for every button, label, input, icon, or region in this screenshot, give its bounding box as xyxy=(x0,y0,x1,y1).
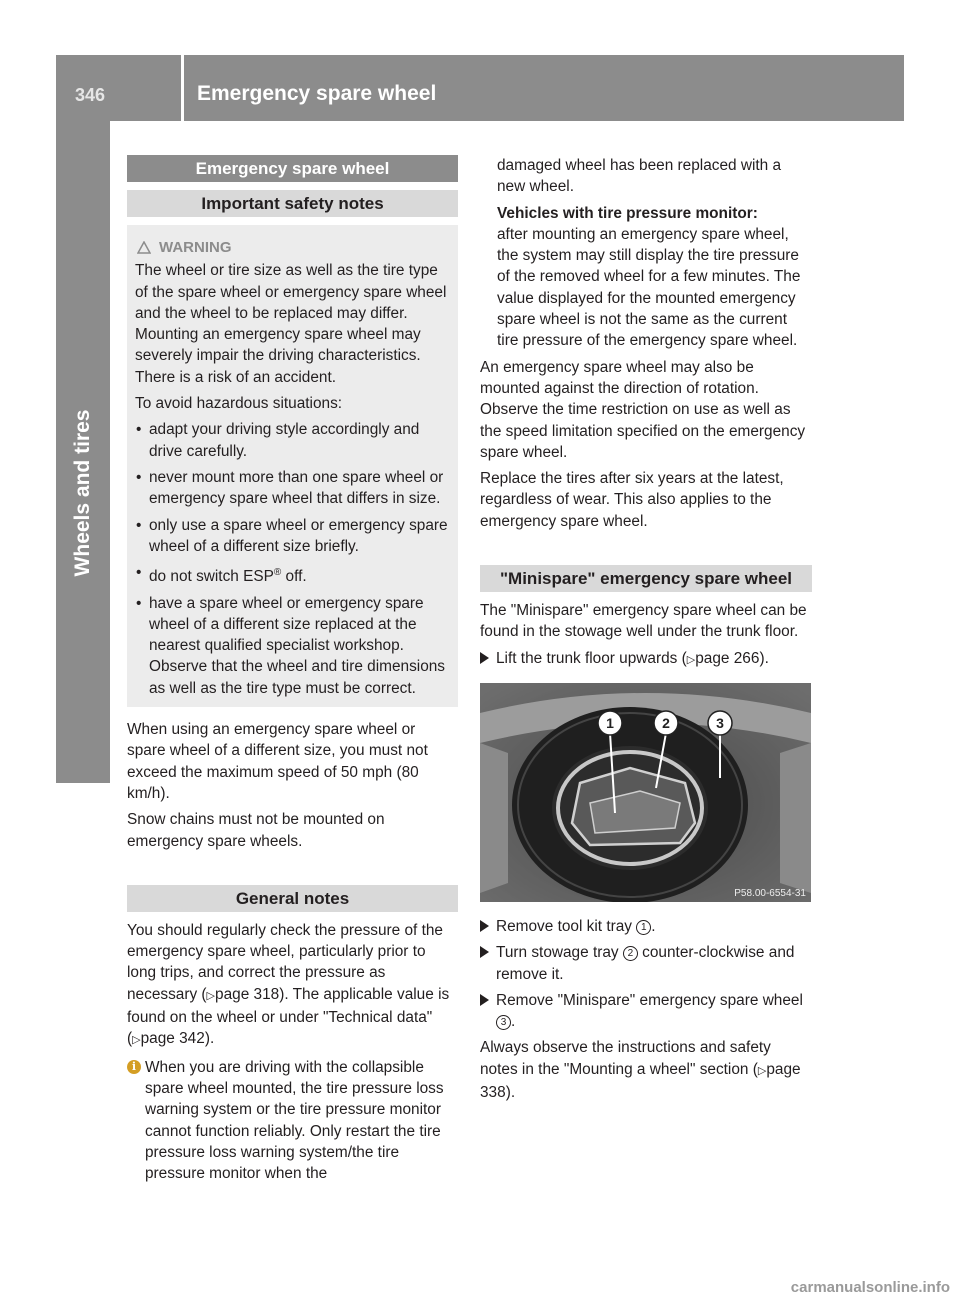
text-run: ). xyxy=(759,649,769,667)
header-title: Emergency spare wheel xyxy=(197,82,437,105)
warning-paragraph: To avoid hazardous situations: xyxy=(135,395,343,413)
text-run: Remove tool kit tray xyxy=(496,917,637,935)
page-reference-link[interactable]: page 338 xyxy=(480,1060,801,1102)
ref-arrow-icon: ▷ xyxy=(686,653,696,666)
tpm-heading: Vehicles with tire pressure monitor: xyxy=(497,204,758,222)
step-arrow-icon xyxy=(480,946,489,958)
continued-note xyxy=(480,155,812,352)
text-run: counter-clockwise and remove it. xyxy=(496,944,795,983)
callout-marker xyxy=(708,711,732,735)
closing-paragraph xyxy=(480,1037,812,1103)
list-item: • only use a spare wheel or emergency spare wheel of a different size briefly. xyxy=(135,515,450,558)
ref-arrow-icon: ▷ xyxy=(757,1064,767,1077)
warning-bullet-list xyxy=(135,419,450,699)
text-run: You should regularly check the pressure of the emergency spare wheel, particularly prior to long trips, and correct the pressure as necessary ( xyxy=(127,921,443,1003)
page-reference-link[interactable]: page 266 xyxy=(695,649,760,667)
callout-label: 1 xyxy=(606,714,614,731)
esp-tail: off. xyxy=(281,568,307,586)
info-note xyxy=(127,1057,458,1185)
esp-text: do not switch ESP xyxy=(149,568,274,586)
spare-wheel-photo xyxy=(480,683,811,902)
callout-label: 2 xyxy=(662,714,670,731)
page-reference-link[interactable]: page 318 xyxy=(215,985,280,1003)
text-run: Always observe the instructions and safety notes in the "Mounting a wheel" section ( xyxy=(480,1039,771,1078)
callout-number: 3 xyxy=(496,1015,511,1030)
step-arrow-icon xyxy=(480,920,489,932)
section-title: Emergency spare wheel xyxy=(127,155,458,182)
list-item: • never mount more than one spare wheel or emergency spare wheel that differs in size. xyxy=(135,467,450,510)
minispare-paragraph: The "Minispare" emergency spare wheel can be found in the stowage well under the trunk floor. xyxy=(480,602,807,641)
warning-paragraph: The wheel or tire size as well as the tire type of the spare wheel or emergency spare wheel and the wheel to be replaced may differ. Mounting an emergency spare wheel may severely impair the driving characteristics. There is a risk of an accident. xyxy=(135,262,447,386)
photo-code: P58.00-6554-31 xyxy=(734,887,806,899)
text-run: ). xyxy=(505,1084,516,1102)
left-column xyxy=(127,155,458,1184)
ref-arrow-icon: ▷ xyxy=(132,1034,141,1047)
callout-marker xyxy=(654,711,678,735)
tpm-text: after mounting an emergency spare wheel, the system may still display the tire pressure of the removed wheel for a few minutes. The value displayed for the mounted emergency spare wheel is not the same as the current tire pressure of the emergency spare wheel. xyxy=(497,225,801,350)
callout-number: 1 xyxy=(636,920,651,935)
text-run: . xyxy=(651,917,656,935)
instruction-step xyxy=(480,916,812,937)
body-paragraph: When using an emergency spare wheel or spare wheel of a different size, you must not exceed the maximum speed of 50 mph (80 km/h). xyxy=(127,721,428,802)
watermark: carmanualsonline.info xyxy=(790,1279,950,1296)
text-run: Lift the trunk floor upwards ( xyxy=(496,649,687,667)
instruction-step xyxy=(480,942,812,985)
right-column xyxy=(480,155,812,1108)
body-paragraph: An emergency spare wheel may also be mounted against the direction of rotation. Observe the time restriction on use as well as the speed limitation specified on the emergency spare wheel. xyxy=(480,358,806,461)
warning-heading xyxy=(135,237,450,258)
text-run: . xyxy=(511,1013,516,1031)
instruction-step xyxy=(480,990,812,1033)
list-item xyxy=(135,562,450,587)
step-arrow-icon xyxy=(480,652,489,664)
minispare-title: "Minispare" emergency spare wheel xyxy=(480,565,812,592)
list-item: • adapt your driving style accordingly and drive carefully. xyxy=(135,419,450,462)
text-run: Remove "Minispare" emergency spare wheel xyxy=(496,991,803,1009)
page-reference-link[interactable]: page 342 xyxy=(140,1030,205,1048)
callout-label: 3 xyxy=(716,714,724,731)
text-run: Turn stowage tray xyxy=(496,944,623,962)
side-tab xyxy=(56,121,110,783)
text-run: ). The applicable value is found on the wheel or under "Technical data" ( xyxy=(127,985,450,1048)
warning-box xyxy=(127,225,458,707)
page-number: 346 xyxy=(74,85,106,105)
subsection-title: Important safety notes xyxy=(127,190,458,217)
side-tab-label: Wheels and tires xyxy=(71,409,94,577)
warning-triangle-icon xyxy=(137,241,151,254)
text-run: ). xyxy=(204,1030,215,1048)
step-arrow-icon xyxy=(480,994,489,1006)
registered-mark: ® xyxy=(273,567,282,579)
callout-marker xyxy=(598,711,622,735)
info-icon: i xyxy=(127,1060,141,1074)
list-item: • have a spare wheel or emergency spare wheel of a different size replaced at the nearest qualified specialist workshop. Observe that the wheel and tire dimensions as well as the tire type must be correct. xyxy=(135,593,450,699)
body-paragraph: Snow chains must not be mounted on emergency spare wheels. xyxy=(127,811,385,850)
instruction-step xyxy=(480,648,812,671)
general-notes-paragraph xyxy=(127,920,458,1052)
continued-text: damaged wheel has been replaced with a new wheel. xyxy=(497,157,782,196)
body-paragraph: Replace the tires after six years at the latest, regardless of wear. This also applies to the emergency spare wheel. xyxy=(480,470,784,530)
warning-label: WARNING xyxy=(159,239,232,256)
ref-arrow-icon: ▷ xyxy=(206,989,216,1002)
header-separator xyxy=(181,55,184,121)
info-text: When you are driving with the collapsible spare wheel mounted, the tire pressure loss warning system or the tire pressure monitor cannot function reliably. Only restart the tire pressure loss warning system/the tire pressure monitor when the xyxy=(145,1058,444,1183)
callout-number: 2 xyxy=(623,946,638,961)
side-bracket xyxy=(780,743,811,893)
general-notes-title: General notes xyxy=(127,885,458,912)
page-header xyxy=(56,55,904,121)
